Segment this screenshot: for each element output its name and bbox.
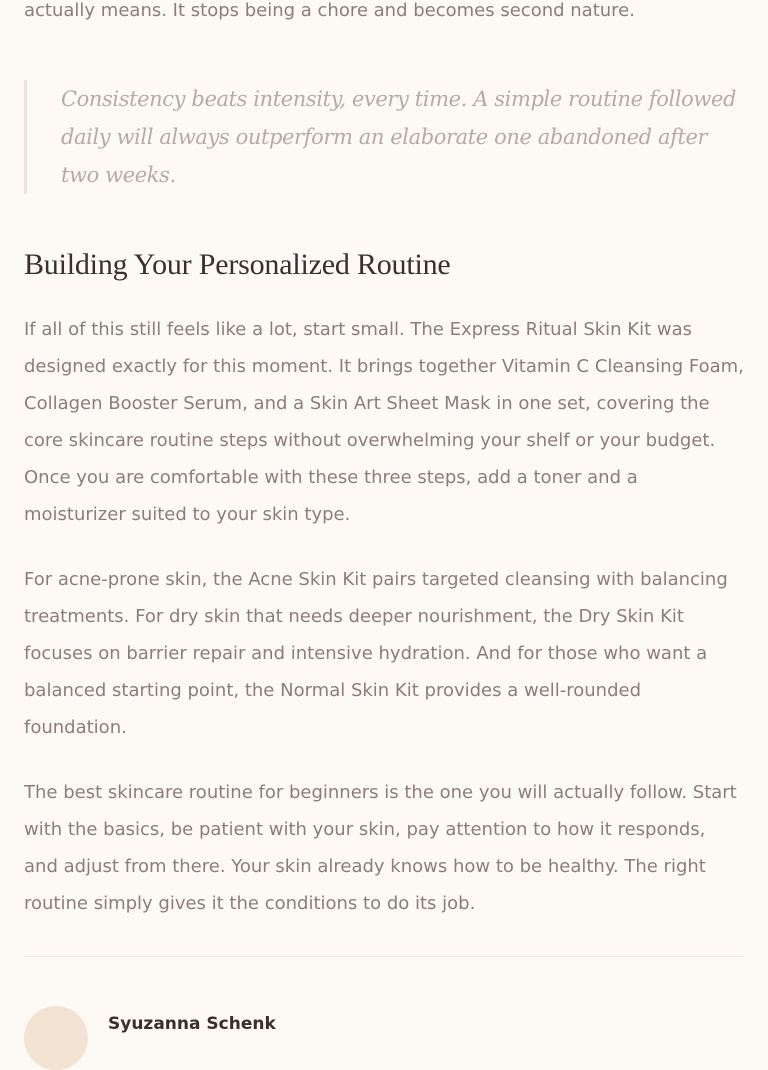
article-body xyxy=(24,0,744,922)
pull-quote xyxy=(24,80,744,194)
section-divider xyxy=(24,956,744,957)
intro-paragraph-tail: actually means. It stops being a chore and becomes second nature. xyxy=(24,0,635,21)
author-card xyxy=(24,1006,744,1066)
section-heading: Building Your Personalized Routine xyxy=(24,248,451,281)
paragraph-express-ritual: If all of this still feels like a lot, start small. The Express Ritual Skin Kit was designed exactly for this moment. It brings together Vitamin C Cleansing Foam, Collagen Booster Serum, and a Skin Art Sheet Mask in one set, covering the core skincare routine steps without overwhelming your shelf or your budget. Once you are comfortable with these three steps, add a toner and a moisturizer suited to your skin type. xyxy=(24,319,744,525)
paragraph-skin-kits: For acne-prone skin, the Acne Skin Kit pairs targeted cleansing with balancing treatments. For dry skin that needs deeper nourishment, the Dry Skin Kit focuses on barrier repair and intensive hydration. And for those who want a balanced starting point, the Normal Skin Kit provides a well-rounded foundation. xyxy=(24,569,728,738)
section-paragraphs xyxy=(24,311,744,922)
paragraph-conclusion: The best skincare routine for beginners is the one you will actually follow. Start with the basics, be patient with your skin, pay attention to how it responds, and adjust from there. Your skin already knows how to be healthy. The right routine simply gives it the conditions to do its job. xyxy=(24,782,737,914)
pull-quote-text: Consistency beats intensity, every time. A simple routine followed daily will always outperform an elaborate one abandoned after two weeks. xyxy=(61,87,737,187)
author-name[interactable]: Syuzanna Schenk xyxy=(108,1014,276,1034)
avatar[interactable] xyxy=(24,1006,88,1070)
